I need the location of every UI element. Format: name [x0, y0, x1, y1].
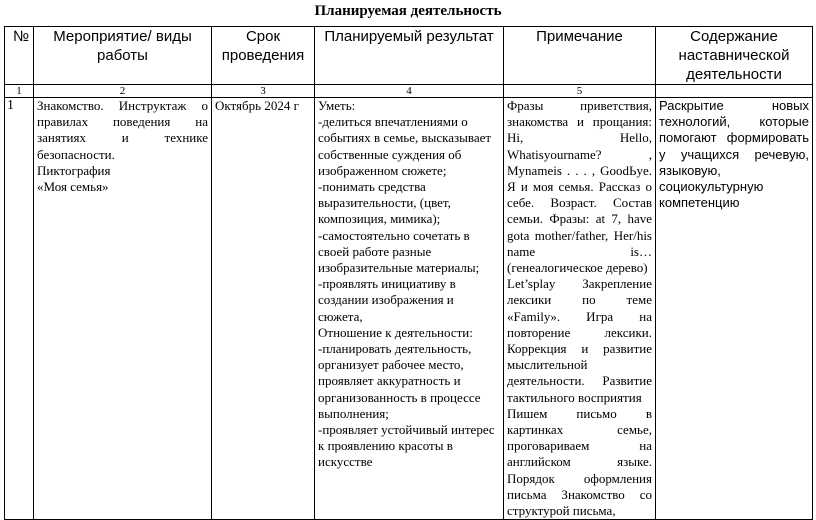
term-cell: Октябрь 2024 г [212, 98, 315, 520]
header-term: Срок проведения [212, 27, 315, 85]
column-number: 1 [5, 85, 34, 98]
activity-text: «Моя семья» [37, 179, 109, 195]
result-cell [315, 98, 504, 520]
column-number: 4 [315, 85, 504, 98]
activity-cell [34, 98, 212, 520]
row-number: 1 [5, 98, 34, 520]
mentoring-cell: Раскрытие новых технологий, которые помогают формировать у учащихся речевую, языковую, социокультурную компетенцию [656, 98, 813, 520]
note-paragraph: Пишем письмо в картинках семье, проговариваем на английском языке. Порядок оформления письма Знакомство со структурой письма, [507, 405, 652, 519]
column-number: 3 [212, 85, 315, 98]
header-activity: Мероприятие/ виды работы [34, 27, 212, 85]
result-line: Уметь: [318, 98, 356, 113]
column-number: 2 [34, 85, 212, 98]
result-line: -проявляет устойчивый интерес к проявлению красоты в искусстве [318, 422, 495, 470]
table-row [5, 98, 813, 520]
result-line: -проявлять инициативу в создании изображения и сюжета, [318, 276, 456, 324]
result-line: -планировать деятельность, организует рабочее место, проявляет аккуратность и организованность в процессе выполнения; [318, 341, 481, 421]
header-note: Примечание [504, 27, 656, 85]
result-line: Отношение к деятельности: [318, 324, 473, 340]
activity-text: Пиктография [37, 162, 111, 178]
column-number: 5 [504, 85, 656, 98]
header-result: Планируемый результат [315, 27, 504, 85]
note-paragraph: Фразы приветствия, знакомства и прощания: Hi, Hello, Whatisyourname? , Mynameis . . . , GoodЬye. Я и моя семья. Рассказ о себе. Возраст. Состав семьи. Фразы: at 7, have gota mother/father, Her/his name is… (генеалогическое дерево) [507, 98, 652, 276]
header-number: № [5, 27, 34, 85]
result-line: -самостоятельно сочетать в своей работе разные изобразительные материалы; [318, 227, 480, 276]
page-title: Планируемая деятельность [314, 3, 502, 19]
column-number-row [5, 85, 813, 98]
note-paragraph: Let’splay Закрепление лексики по теме «Family». Игра на повторение лексики. Коррекция и развитие мыслительной деятельности. Развитие тактильного восприятия [507, 276, 652, 405]
activity-text: Знакомство. Инструктаж о правилах поведения на занятиях и технике безопасности. [37, 98, 208, 162]
header-mentoring: Содержание наставнической деятельности [656, 27, 813, 85]
result-line: -понимать средства выразительности, (цвет, композиция, мимика); [318, 179, 451, 227]
table-header-row [5, 27, 813, 85]
result-line: -делиться впечатлениями о событиях в семье, высказывает собственные суждения об изображенном сюжете; [318, 114, 492, 178]
activity-table [4, 26, 813, 520]
column-number [656, 85, 813, 98]
note-cell [504, 98, 656, 520]
